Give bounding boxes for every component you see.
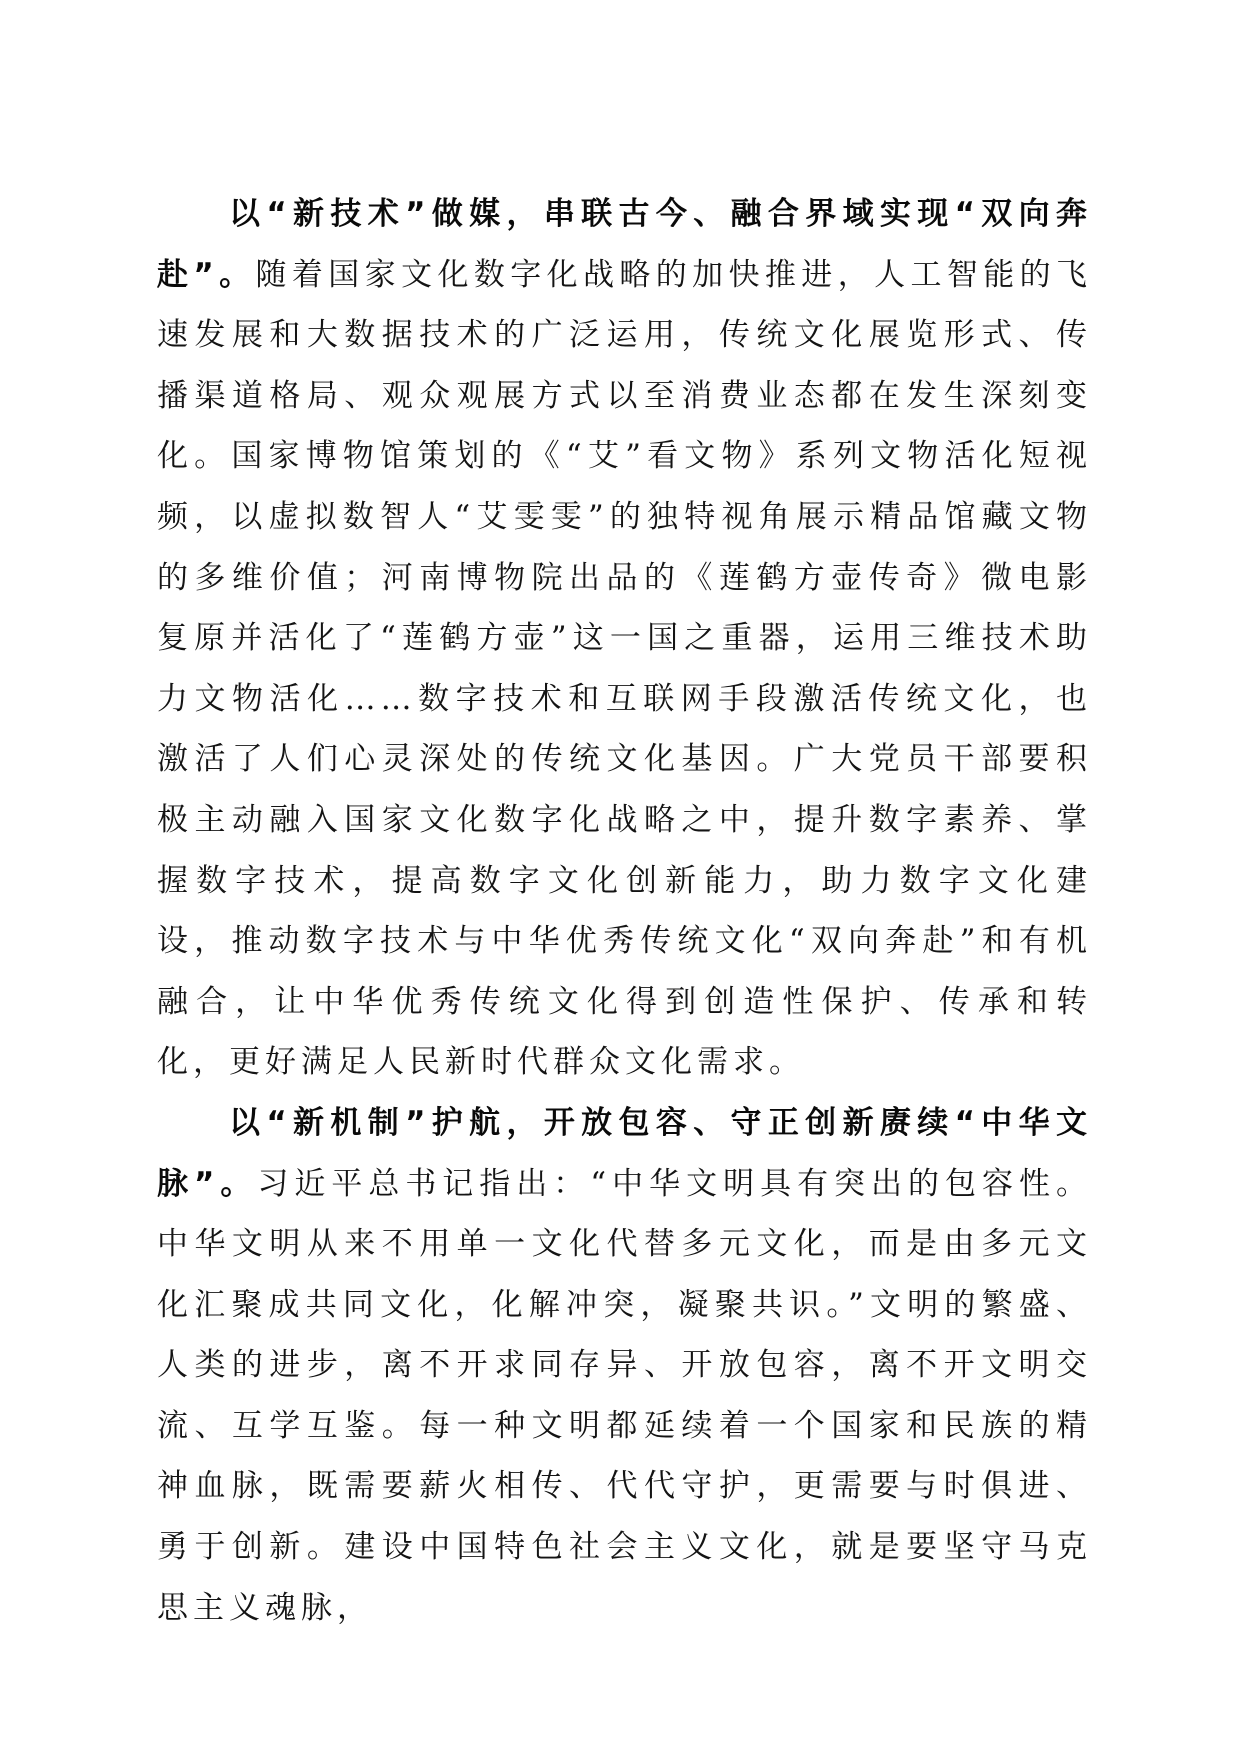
paragraph-text: 习近平总书记指出：“中华文明具有突出的包容性。中华文明从来不用单一文化代替多元文化，而是由多元文化汇聚成共同文化，化解冲突，凝聚共识。”文明的繁盛、人类的进步，离不开求同存异、开放包容，离不开文明交流、互学互鉴。每一种文明都延续着一个国家和民族的精神血脉，既需要薪火相传、代代守护，更需要与时俱进、勇于创新。建设中国特色社会主义文化，就是要坚守马克思主义魂脉， [157, 1165, 1092, 1626]
paragraph-text: 随着国家文化数字化战略的加快推进，人工智能的飞速发展和大数据技术的广泛运用，传统文化展览形式、传播渠道格局、观众观展方式以至消费业态都在发生深刻变化。国家博物馆策划的《“艾”看文物》系列文物活化短视频，以虚拟数智人“艾雯雯”的独特视角展示精品馆藏文物的多维价值；河南博物院出品的《莲鹤方壶传奇》微电影复原并活化了“莲鹤方壶”这一国之重器，运用三维技术助力文物活化……数字技术和互联网手段激活传统文化，也激活了人们心灵深处的传统文化基因。广大党员干部要积极主动融入国家文化数字化战略之中，提升数字素养、掌握数字技术，提高数字文化创新能力，助力数字文化建设，推动数字技术与中华优秀传统文化“双向奔赴”和有机融合，让中华优秀传统文化得到创造性保护、传承和转化，更好满足人民新时代群众文化需求。 [157, 256, 1092, 1081]
paragraph-new-technology [157, 184, 1092, 1093]
paragraph-new-mechanism [157, 1093, 1092, 1638]
paragraph-heading: 以“新技术”做媒，串联古今、融合界域实现“双向奔赴”。 [157, 196, 1092, 293]
document-body [157, 184, 1092, 1638]
paragraph-heading: 以“新机制”护航，开放包容、守正创新赓续“中华文脉”。 [157, 1104, 1092, 1202]
